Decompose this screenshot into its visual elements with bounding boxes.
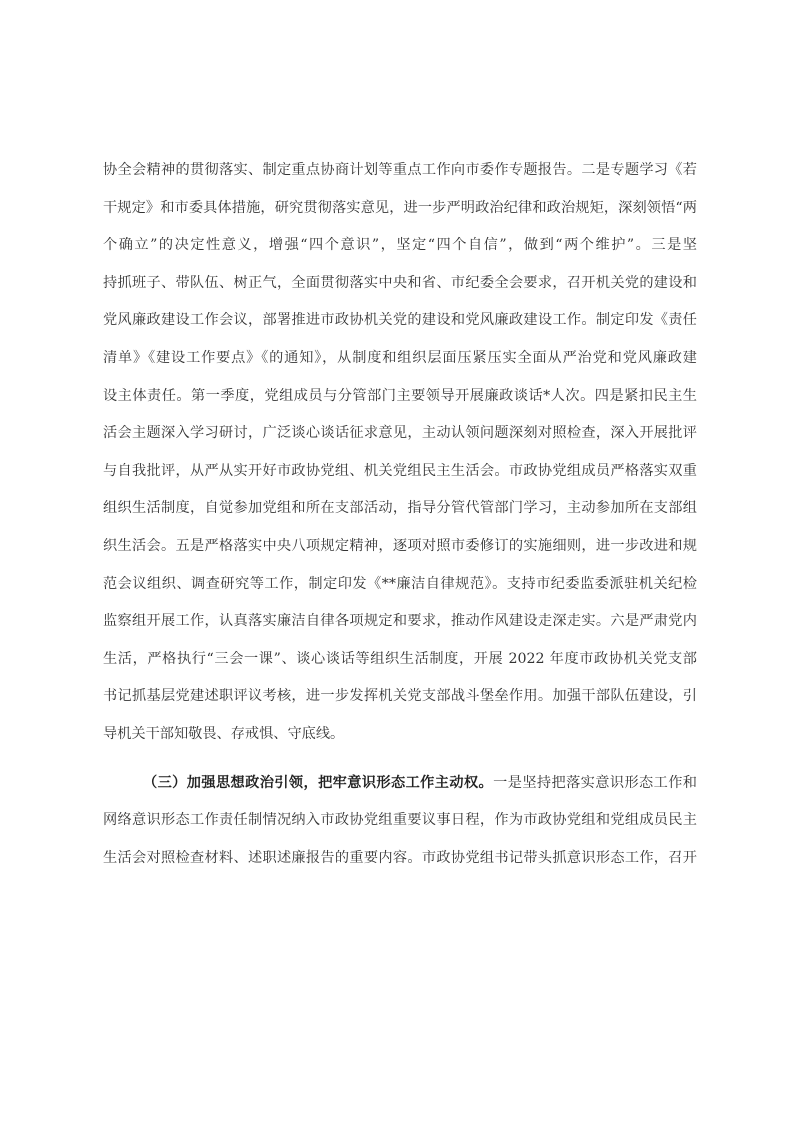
text-line: 书记抓基层党建述职评议考核，进一步发挥机关党支部战斗堡垒作用。加强干部队伍建设，引 (103, 688, 697, 705)
text-line: 持抓班子、带队伍、树正气，全面贯彻落实中央和省、市纪委全会要求，召开机关党的建设和 (103, 274, 697, 291)
text-line: 导机关干部知敬畏、存戒惧、守底线。 (103, 725, 345, 742)
paragraph-2 (103, 771, 697, 884)
paragraph-gap (103, 760, 697, 771)
text-line: 范会议组织、调查研究等工作，制定印发《**廉洁自律规范》。支持市纪委监委派驻机关纪检 (103, 575, 697, 592)
text-line: 清单》《建设工作要点》《的通知》，从制度和组织层面压紧压实全面从严治党和党风廉政建 (103, 349, 697, 366)
text-line: 党风廉政建设工作会议，部署推进市政协机关党的建设和党风廉政建设工作。制定印发《责任 (103, 312, 697, 329)
text-run: 一是坚持把落实意识形态工作和 (493, 774, 697, 791)
text-line (103, 771, 697, 809)
text-line: 干规定》和市委具体措施，研究贯彻落实意见，进一步严明政治纪律和政治规矩，深刻领悟“两 (103, 199, 697, 216)
section-heading: （三）加强思想政治引领，把牢意识形态工作主动权。 (143, 774, 494, 791)
text-line: 生活，严格执行“三会一课”、谈心谈话等组织生活制度，开展 2022 年度市政协机关党支部 (103, 650, 697, 667)
text-line: 监察组开展工作，认真落实廉洁自律各项规定和要求，推动作风建设走深走实。六是严肃党内 (103, 613, 697, 630)
text-line: 与自我批评，从严从实开好市政协党组、机关党组民主生活会。市政协党组成员严格落实双重 (103, 462, 697, 479)
text-line: 个确立”的决定性意义，增强“四个意识”，坚定“四个自信”，做到“两个维护”。三是坚 (103, 237, 697, 254)
text-line: 活会主题深入学习研讨，广泛谈心谈话征求意见，主动认领问题深刻对照检查，深入开展批评 (103, 425, 697, 442)
text-line: 生活会对照检查材料、述职述廉报告的重要内容。市政协党组书记带头抓意识形态工作，召开 (103, 849, 697, 866)
document-page (103, 158, 697, 883)
text-line: 网络意识形态工作责任制情况纳入市政协党组重要议事日程，作为市政协党组和党组成员民主 (103, 812, 697, 829)
text-line: 织生活会。五是严格落实中央八项规定精神，逐项对照市委修订的实施细则，进一步改进和规 (103, 537, 697, 554)
paragraph-1 (103, 158, 697, 760)
text-line: 组织生活制度，自觉参加党组和所在支部活动，指导分管代管部门学习，主动参加所在支部组 (103, 500, 697, 517)
text-line: 协全会精神的贯彻落实、制定重点协商计划等重点工作向市委作专题报告。二是专题学习《若 (103, 162, 697, 178)
text-line: 设主体责任。第一季度，党组成员与分管部门主要领导开展廉政谈话*人次。四是紧扣民主生 (103, 387, 697, 404)
